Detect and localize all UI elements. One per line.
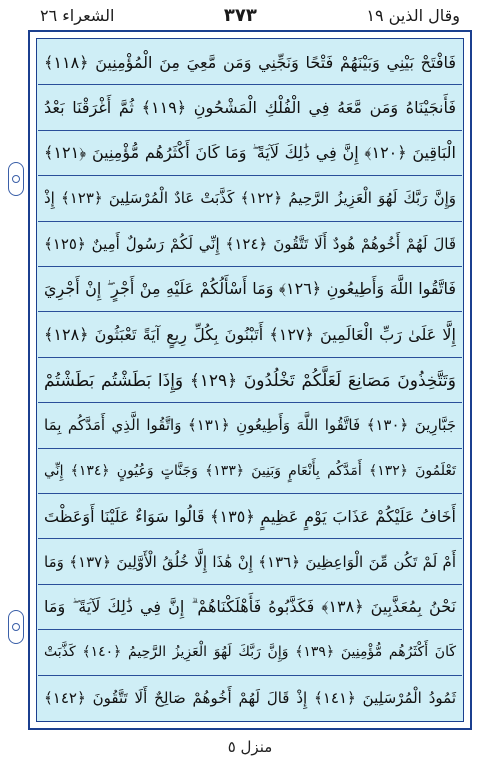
page-number: ٣٧٣ [223, 4, 257, 26]
verse-line: كَانَ أَكْثَرُهُم مُّؤْمِنِينَ ﴿١٣٩﴾ وَإِنَّ رَبَّكَ لَهُوَ الْعَزِيزُ الرَّحِيمُ ﴿١٤٠﴾ كَذَّبَتْ [38, 630, 462, 675]
surah-name: الشعراء ٢٦ [40, 5, 115, 25]
ruku-marker-icon [8, 610, 24, 644]
juz-name: وقال الذين ١٩ [366, 5, 460, 25]
verse-line: وَإِنَّ رَبَّكَ لَهُوَ الْعَزِيزُ الرَّحِيمُ ﴿١٢٢﴾ كَذَّبَتْ عَادٌ الْمُرْسَلِينَ ﴿١٢٣﴾ إِذْ [38, 176, 462, 221]
verse-line: فَاتَّقُوا اللَّهَ وَأَطِيعُونِ ﴿١٢٦﴾ وَمَا أَسْأَلُكُمْ عَلَيْهِ مِنْ أَجْرٍ ۖ إِنْ أَجْرِيَ [38, 267, 462, 312]
verse-line: أَخَافُ عَلَيْكُمْ عَذَابَ يَوْمٍ عَظِيمٍ ﴿١٣٥﴾ قَالُوا سَوَاءٌ عَلَيْنَا أَوَعَظْتَ [38, 494, 462, 539]
verse-line: وَتَتَّخِذُونَ مَصَانِعَ لَعَلَّكُمْ تَخْلُدُونَ ﴿١٢٩﴾ وَإِذَا بَطَشْتُم بَطَشْتُمْ [38, 358, 462, 403]
page-header [40, 4, 460, 26]
verse-line: فَأَنجَيْنَاهُ وَمَن مَّعَهُ فِي الْفُلْكِ الْمَشْحُونِ ﴿١١٩﴾ ثُمَّ أَغْرَقْنَا بَعْدُ [38, 85, 462, 130]
ruku-marker-icon [8, 162, 24, 196]
verse-line: ثَمُودُ الْمُرْسَلِينَ ﴿١٤١﴾ إِذْ قَالَ لَهُمْ أَخُوهُمْ صَالِحٌ أَلَا تَتَّقُونَ ﴿١٤٢﴾ [44, 688, 456, 707]
verse-line: جَبَّارِينَ ﴿١٣٠﴾ فَاتَّقُوا اللَّهَ وَأَطِيعُونِ ﴿١٣١﴾ وَاتَّقُوا الَّذِي أَمَدَّكُم بِمَا [38, 403, 462, 448]
verse-line: الْبَاقِينَ ﴿١٢٠﴾ إِنَّ فِي ذَٰلِكَ لَآيَةً ۖ وَمَا كَانَ أَكْثَرُهُم مُّؤْمِنِينَ ﴿١٢١﴾ [38, 131, 462, 176]
verse-line: تَعْلَمُونَ ﴿١٣٢﴾ أَمَدَّكُم بِأَنْعَامٍ وَبَنِينَ ﴿١٣٣﴾ وَجَنَّاتٍ وَعُيُونٍ ﴿١٣٤﴾ إِنِّي [38, 449, 462, 494]
verse-line: فَافْتَحْ بَيْنِي وَبَيْنَهُمْ فَتْحًا وَنَجِّنِي وَمَن مَّعِيَ مِنَ الْمُؤْمِنِينَ ﴿١١٨﴾ [38, 40, 462, 85]
manzil-footer: منزل ٥ [227, 738, 273, 756]
verse-line: قَالَ لَهُمْ أَخُوهُمْ هُودٌ أَلَا تَتَّقُونَ ﴿١٢٤﴾ إِنِّي لَكُمْ رَسُولٌ أَمِينٌ ﴿١٢٥﴾ [38, 222, 462, 267]
verse-line: أَمْ لَمْ تَكُن مِّنَ الْوَاعِظِينَ ﴿١٣٦﴾ إِنْ هَٰذَا إِلَّا خُلُقُ الْأَوَّلِينَ ﴿١٣٧﴾ وَمَا [38, 539, 462, 584]
verse-lines [38, 40, 462, 720]
verse-line: نَحْنُ بِمُعَذَّبِينَ ﴿١٣٨﴾ فَكَذَّبُوهُ فَأَهْلَكْنَاهُمْ ۗ إِنَّ فِي ذَٰلِكَ لَآيَةً ۖ وَمَا [38, 585, 462, 630]
verse-line: إِلَّا عَلَىٰ رَبِّ الْعَالَمِينَ ﴿١٢٧﴾ أَتَبْنُونَ بِكُلِّ رِيعٍ آيَةً تَعْبَثُونَ ﴿١٢٨﴾ [38, 312, 462, 357]
